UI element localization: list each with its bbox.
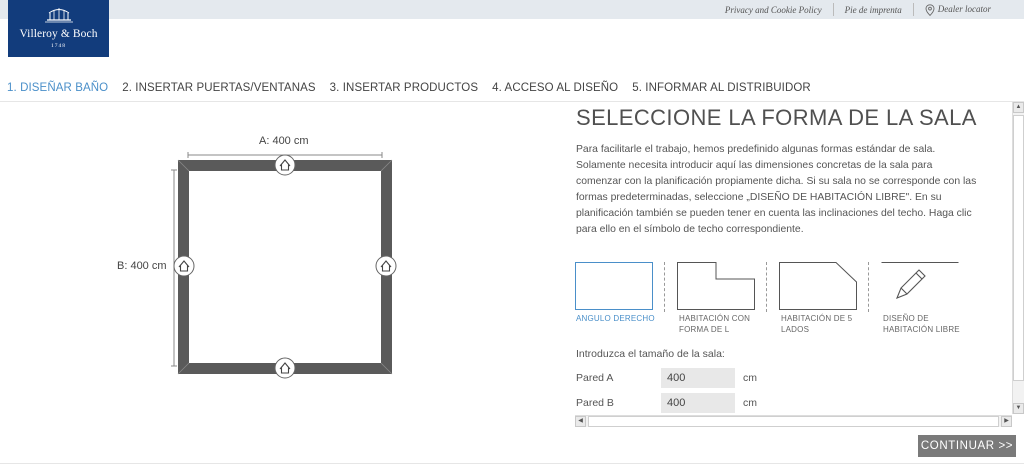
wall-a-label: Pared A — [576, 372, 614, 384]
tab-insert-doors-windows[interactable]: 2. INSERTAR PUERTAS/VENTANAS — [122, 82, 316, 94]
door-handle-icon[interactable] — [275, 155, 295, 175]
door-handle-icon[interactable] — [376, 256, 396, 276]
wall-a-unit: cm — [743, 372, 757, 384]
tab-insert-products[interactable]: 3. INSERTAR PRODUCTOS — [329, 82, 479, 94]
wall-b-unit: cm — [743, 397, 757, 409]
scroll-down-icon[interactable]: ▼ — [1013, 403, 1024, 414]
panel-title: SELECCIONE LA FORMA DE LA SALA — [576, 105, 977, 130]
horizontal-scroll-thumb[interactable] — [588, 416, 999, 427]
imprint-link[interactable]: Pie de imprenta — [844, 4, 902, 15]
shape-label-free-design: DISEÑO DE HABITACIÓN LIBRE — [883, 314, 960, 334]
divider — [664, 262, 665, 312]
divider — [766, 262, 767, 312]
scroll-up-icon[interactable]: ▲ — [1013, 102, 1024, 113]
vertical-scrollbar[interactable] — [1012, 102, 1024, 414]
shape-label-five-sides: HABITACIÓN DE 5 LADOS — [781, 314, 853, 334]
tab-design-bathroom[interactable]: 1. DISEÑAR BAÑO — [7, 82, 109, 94]
panel-description: Para facilitarle el trabajo, hemos predefinido algunas formas estándar de sala. Solamente necesita introducir aquí las dimensiones concretas de la sala para comenzar con la planificación propiamente dicha. Si su sala no se corresponde con las formas predeterminadas, seleccione „DISEÑO DE HABITACIÓN LIBRE". En su planificación también se pueden tener en cuenta las inclinaciones del techo. Haga clic para ello en el símbolo de techo correspondiente. — [576, 144, 977, 235]
room-walls[interactable] — [178, 160, 392, 374]
pencil-icon — [881, 262, 959, 310]
privacy-link[interactable]: Privacy and Cookie Policy — [724, 4, 822, 15]
crest-icon — [42, 5, 76, 23]
room-size-label: Introduzca el tamaño de la sala: — [576, 348, 725, 360]
shape-option-free-design[interactable] — [881, 262, 961, 312]
dealer-locator-link[interactable] — [914, 4, 1002, 16]
shape-label-right-angle: ANGULO DERECHO — [576, 314, 655, 323]
location-pin-icon — [925, 4, 935, 16]
wall-b-input[interactable] — [661, 393, 735, 413]
dealer-locator-label: Dealer locator — [937, 3, 991, 14]
brand-logo[interactable] — [8, 0, 109, 57]
continue-button[interactable]: CONTINUAR >> — [918, 435, 1016, 457]
room-shape-panel — [575, 102, 1012, 414]
shape-option-five-sides[interactable] — [779, 262, 859, 312]
wall-a-input[interactable] — [661, 368, 735, 388]
brand-year: 1748 — [51, 43, 66, 49]
wall-a-dimension-label: A: 400 cm — [259, 135, 309, 147]
brand-name: Villeroy & Boch — [19, 28, 98, 40]
tab-inform-dealer[interactable]: 5. INFORMAR AL DISTRIBUIDOR — [632, 82, 811, 94]
shape-option-l-shape[interactable] — [677, 262, 757, 312]
divider — [0, 463, 1024, 464]
scroll-left-icon[interactable]: ◀ — [575, 416, 586, 427]
step-tabs — [7, 82, 825, 94]
top-bar — [0, 0, 1024, 19]
top-links — [714, 0, 1002, 19]
wall-b-dimension-label: B: 400 cm — [117, 260, 167, 272]
shape-label-l-shape: HABITACIÓN CON FORMA DE L — [679, 314, 751, 334]
door-handle-icon[interactable] — [275, 358, 295, 378]
door-handle-icon[interactable] — [174, 256, 194, 276]
l-shape-icon — [677, 262, 755, 310]
tab-access-design[interactable]: 4. ACCESO AL DISEÑO — [492, 82, 619, 94]
vertical-scroll-thumb[interactable] — [1013, 115, 1024, 381]
room-plan[interactable] — [168, 148, 408, 388]
divider — [868, 262, 869, 312]
horizontal-scrollbar[interactable] — [575, 415, 1012, 427]
wall-b-label: Pared B — [576, 397, 614, 409]
right-angle-shape-icon — [575, 262, 653, 310]
shape-option-right-angle[interactable] — [575, 262, 655, 312]
five-sided-shape-icon — [779, 262, 857, 310]
scroll-right-icon[interactable]: ▶ — [1001, 416, 1012, 427]
